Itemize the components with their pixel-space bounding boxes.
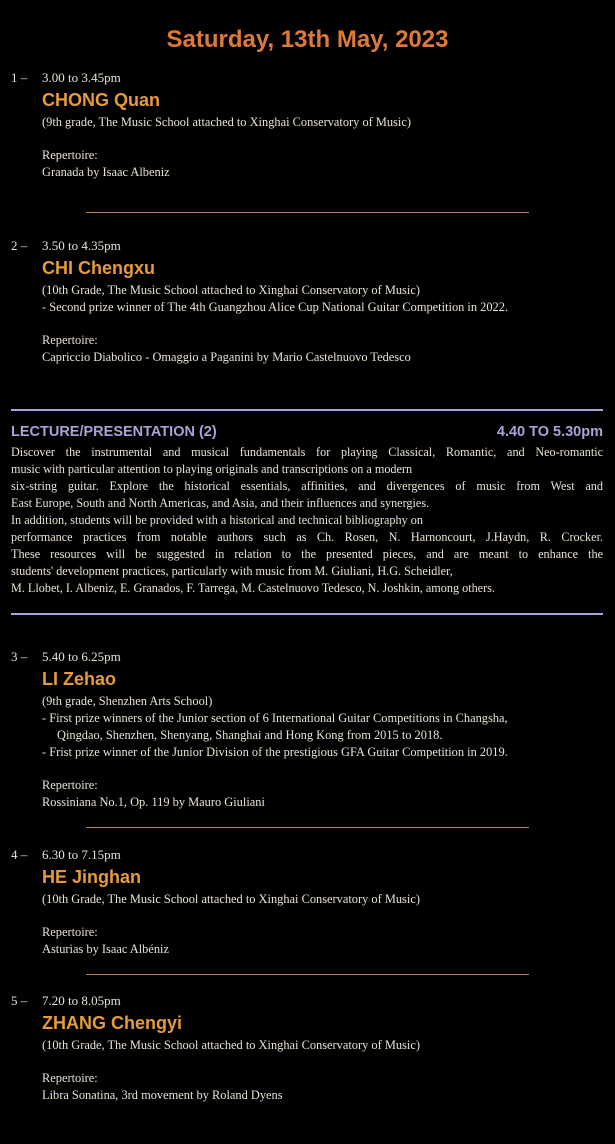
lecture-top-rule bbox=[11, 409, 603, 411]
slot-number: 3 – bbox=[11, 649, 28, 664]
repertoire: Libra Sonatina, 3rd movement by Roland Dyens bbox=[42, 1088, 283, 1102]
detail-line: (9th grade, The Music School attached to Xinghai Conservatory of Music) bbox=[42, 115, 411, 129]
lecture-line: These resources will be suggested in relation to the presented pieces, and are meant to enhance the bbox=[11, 547, 603, 561]
repertoire: Capriccio Diabolico - Omaggio a Paganini by Mario Castelnuovo Tedesco bbox=[42, 350, 411, 364]
performer-name: CHI Chengxu bbox=[42, 258, 156, 278]
repertoire-label: Repertoire: bbox=[42, 1071, 98, 1085]
performer-details bbox=[42, 891, 607, 958]
repertoire-label: Repertoire: bbox=[42, 778, 98, 792]
repertoire: Rossiniana No.1, Op. 119 by Mauro Giuliani bbox=[42, 795, 265, 809]
lecture-line: East Europe, South and North Americas, and Asia, and their influences and synergies. bbox=[11, 496, 430, 510]
slot-number: 4 – bbox=[11, 847, 28, 862]
lecture-title: LECTURE/PRESENTATION (2) bbox=[11, 424, 217, 440]
repertoire: Asturias by Isaac Albéniz bbox=[42, 942, 169, 956]
lecture-line: performance practices from notable authors such as Ch. Rosen, N. Harnoncourt, J.Haydn, R. Crocker. bbox=[11, 530, 603, 544]
detail-line: (10th Grade, The Music School attached to Xinghai Conservatory of Music) bbox=[42, 283, 420, 297]
repertoire: Granada by Isaac Albeniz bbox=[42, 165, 170, 179]
lecture-line: M. Llobet, I. Albeniz, E. Granados, F. Tarrega, M. Castelnuovo Tedesco, N. Joshkin, among others. bbox=[11, 581, 495, 595]
lecture-line: six-string guitar. Explore the historical essentials, affinities, and divergences of music from West and bbox=[11, 479, 603, 493]
slot-number: 1 – bbox=[11, 70, 28, 85]
divider bbox=[86, 827, 529, 828]
slot-time: 3.50 to 4.35pm bbox=[42, 238, 121, 253]
performer-details bbox=[42, 114, 607, 181]
detail-line: - Second prize winner of The 4th Guangzhou Alice Cup National Guitar Competition in 2022. bbox=[42, 300, 509, 314]
lecture-line: Discover the instrumental and musical fundamentals for playing Classical, Romantic, and Neo-romantic bbox=[11, 445, 603, 459]
lecture-bottom-rule bbox=[11, 613, 603, 615]
slot-time: 6.30 to 7.15pm bbox=[42, 847, 121, 862]
performer-name: LI Zehao bbox=[42, 669, 117, 689]
page-title: Saturday, 13th May, 2023 bbox=[166, 26, 449, 53]
lecture-time: 4.40 TO 5.30pm bbox=[496, 424, 603, 440]
detail-line: (10th Grade, The Music School attached to Xinghai Conservatory of Music) bbox=[42, 892, 420, 906]
performer-details bbox=[42, 282, 607, 366]
detail-line: (9th grade, Shenzhen Arts School) bbox=[42, 694, 213, 708]
repertoire-label: Repertoire: bbox=[42, 148, 98, 162]
lecture-line: students' development practices, particularly with music from M. Giuliani, H.G. Scheidler, bbox=[11, 564, 453, 578]
detail-line: - First prize winners of the Junior section of 6 International Guitar Competitions in Changsha, bbox=[42, 711, 508, 725]
performer-details bbox=[42, 1037, 607, 1104]
lecture-line: In addition, students will be provided with a historical and technical bibliography on bbox=[11, 513, 423, 527]
performer-name: CHONG Quan bbox=[42, 90, 161, 110]
detail-line: (10th Grade, The Music School attached to Xinghai Conservatory of Music) bbox=[42, 1038, 420, 1052]
slot-time: 3.00 to 3.45pm bbox=[42, 70, 121, 85]
slot-number: 2 – bbox=[11, 238, 28, 253]
slot-time: 5.40 to 6.25pm bbox=[42, 649, 121, 664]
lecture-line: music with particular attention to playing originals and transcriptions on a modern bbox=[11, 462, 413, 476]
detail-line: Qingdao, Shenzhen, Shenyang, Shanghai and Hong Kong from 2015 to 2018. bbox=[57, 728, 443, 742]
performer-name: ZHANG Chengyi bbox=[42, 1013, 183, 1033]
detail-line: - Frist prize winner of the Junior Division of the prestigious GFA Guitar Competition in 2019. bbox=[42, 745, 508, 759]
repertoire-label: Repertoire: bbox=[42, 925, 98, 939]
repertoire-label: Repertoire: bbox=[42, 333, 98, 347]
divider bbox=[86, 974, 529, 975]
divider bbox=[86, 212, 529, 213]
lecture-description bbox=[11, 444, 603, 597]
slot-number: 5 – bbox=[11, 993, 28, 1008]
performer-details bbox=[42, 693, 607, 811]
slot-time: 7.20 to 8.05pm bbox=[42, 993, 121, 1008]
performer-name: HE Jinghan bbox=[42, 867, 142, 887]
